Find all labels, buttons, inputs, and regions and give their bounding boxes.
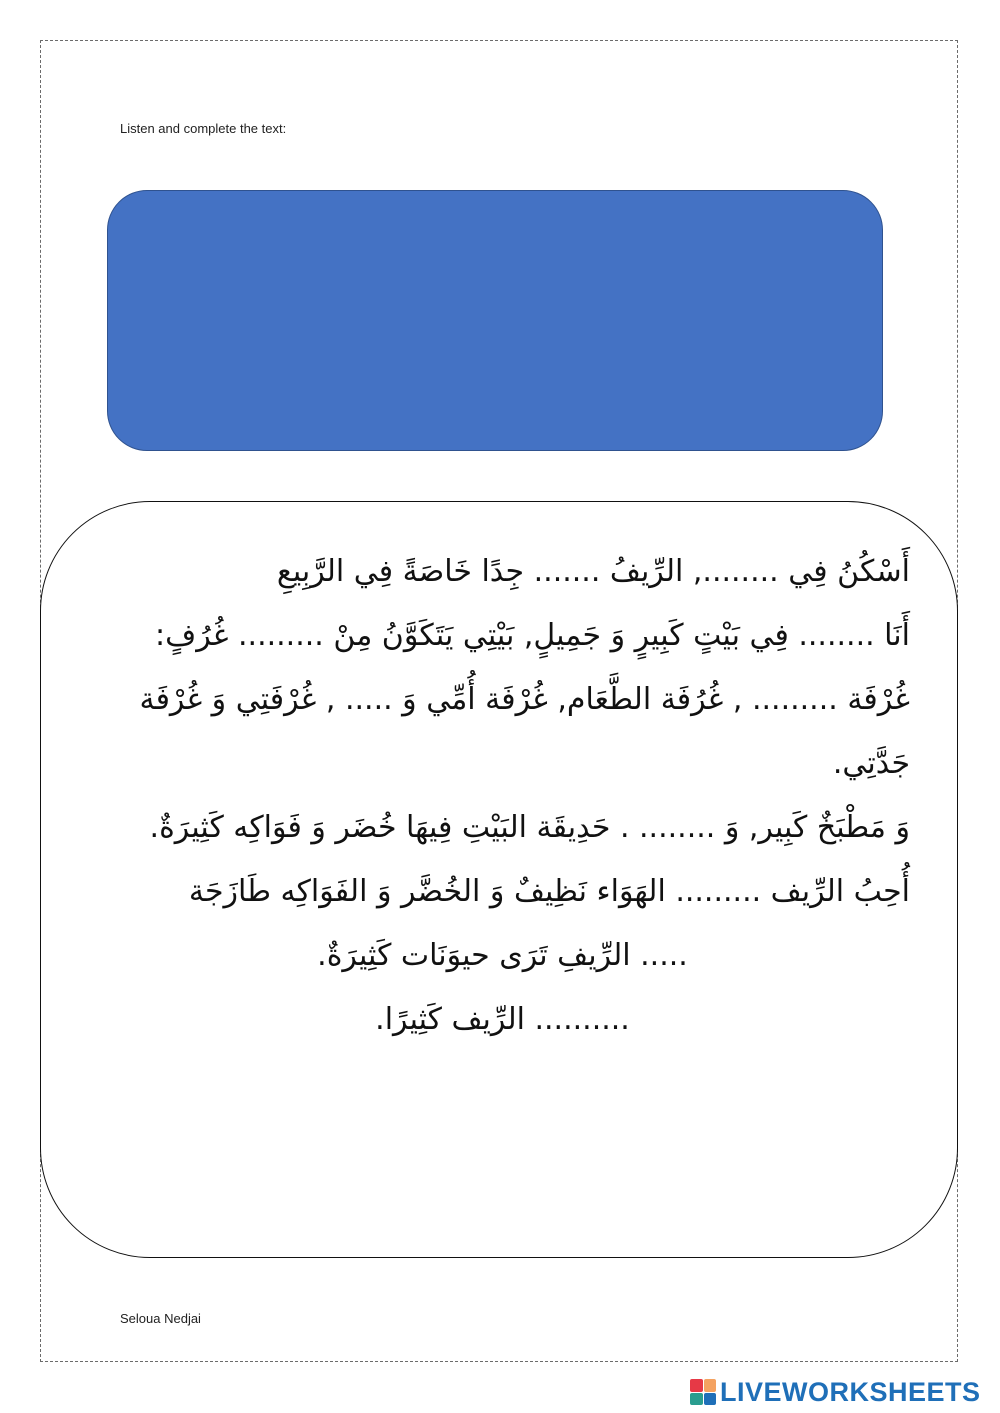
audio-placeholder-box[interactable] [107, 190, 883, 451]
liveworksheets-logo-icon [690, 1379, 716, 1405]
passage-line-5: أُحِبُ الرِّيف ......... الهَوَاء نَظِيفٌ وَ الخُضَّر وَ الفَوَاكِه طَازَجَة [188, 874, 910, 909]
instruction-text: Listen and complete the text: [120, 121, 287, 136]
passage-line-7: .......... الرِّيف كَثِيرًا. [375, 1002, 630, 1037]
passage-line-2: أَنَا ........ فِي بَيْتٍ كَبِيرٍ وَ جَمِيلٍ, بَيْتِي يَتَكَوَّنُ مِنْ ......... غُرُفٍ: [155, 618, 910, 653]
logo-text: LIVEWORKSHEETS [720, 1376, 981, 1407]
liveworksheets-logo[interactable] [690, 1378, 981, 1406]
passage-line-6: ..... الرِّيفِ تَرَى حيوَنَات كَثِيرَةٌ. [317, 938, 688, 973]
passage-line-4: وَ مَطْبَخٌ كَبِير, وَ ........ . حَدِيقَة البَيْتِ فِيهَا خُضَر وَ فَوَاكِه كَثِيرَةٌ. [149, 810, 910, 845]
arabic-passage [95, 540, 910, 1052]
passage-line-3: غُرْفَة ......... , غُرُفَة الطَّعَام, غُرْفَة أُمِّي وَ ..... , غُرْفَتِي وَ غُرْفَة جَدَّتِي. [139, 682, 910, 781]
passage-line-1: أَسْكُنُ فِي ........, الرِّيفُ ....... جِدًا خَاصَةً فِي الرَّبِيعِ [276, 554, 910, 589]
author-name: Seloua Nedjai [120, 1311, 201, 1326]
